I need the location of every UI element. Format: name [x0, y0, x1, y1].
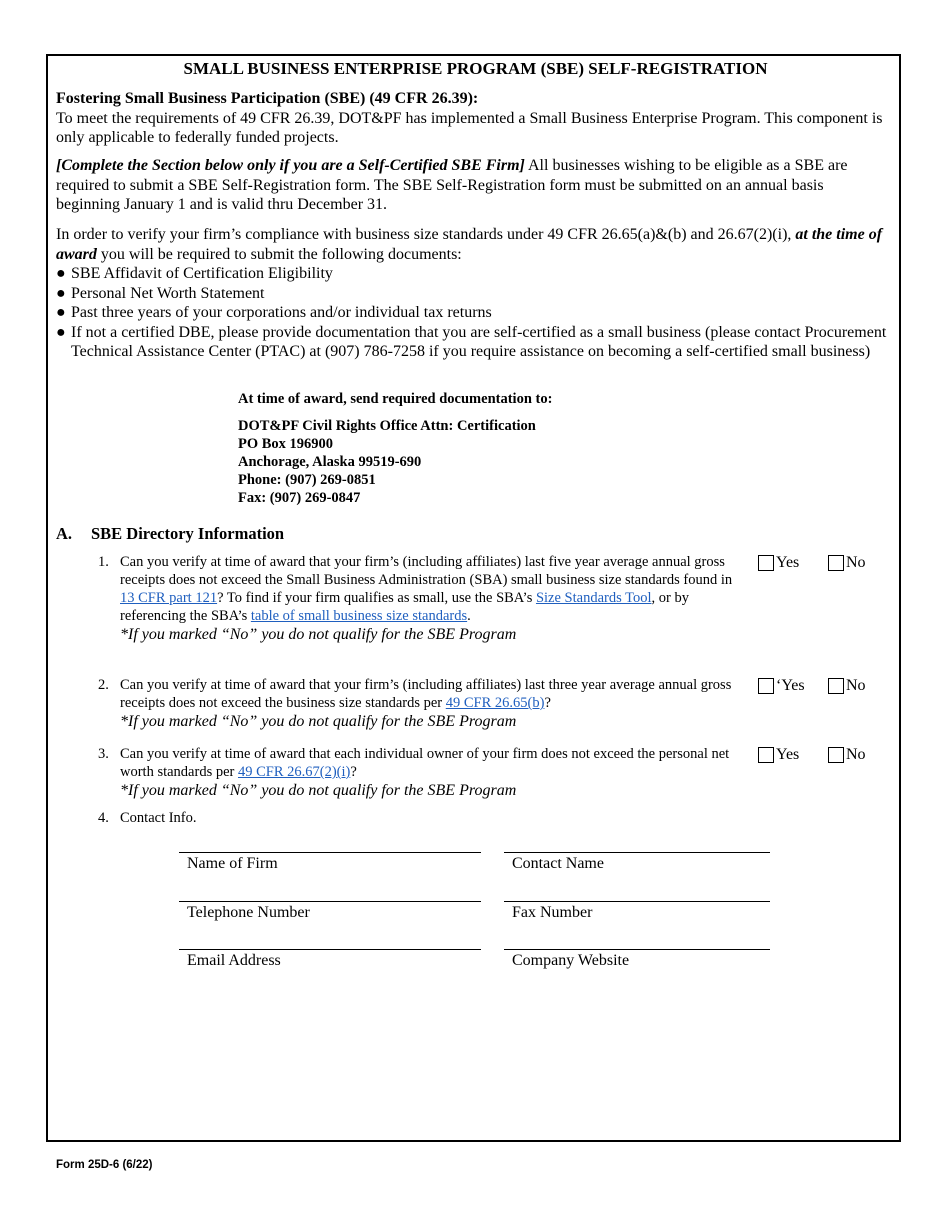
checkbox-icon — [758, 678, 774, 694]
link-size-standards-tool[interactable]: Size Standards Tool — [535, 590, 652, 606]
question-text: Can you verify at time of award that your firm’s (including affiliates) last five year average annual gross receipts does not exceed the Small Business Administration (SBA) small business size standards found in 13 CFR part 121? To find if your firm qualifies as small, use the SBA’s Size Standards Tool, or by referencing the SBA’s table of small business size standards. *If you marked “No” you do not qualify for the SBE Program — [120, 553, 745, 644]
section-heading — [56, 524, 284, 544]
checkbox-icon — [828, 678, 844, 694]
bullet-icon: ● — [56, 284, 66, 302]
question-number: 3. — [98, 746, 109, 762]
link-49-cfr-26-67[interactable]: 49 CFR 26.67(2)(i) — [237, 764, 351, 780]
list-item: ● Personal Net Worth Statement — [56, 284, 265, 302]
form-number: Form 25D-6 (6/22) — [56, 1159, 153, 1171]
bullet-icon: ● — [56, 265, 66, 282]
address-line: Phone: (907) 269-0851 — [238, 472, 376, 488]
verify-text-1: In order to verify your firm’s compliance with business size standards under 49 CFR 26.65(a)&(b) and 26.67(2)(i), — [56, 226, 796, 243]
bullet-icon: ● — [56, 323, 66, 341]
intro-text: To meet the requirements of 49 CFR 26.39, DOT&PF has implemented a Small Business Enterprise Program. This component is only applicable to federally funded projects. — [56, 109, 883, 146]
checkbox-icon — [758, 555, 774, 571]
send-heading: At time of award, send required documentation to: — [238, 391, 553, 407]
name-of-firm-field[interactable]: Name of Firm — [179, 852, 481, 873]
not-qualify-note: *If you marked “No” you do not qualify for the SBE Program — [120, 713, 517, 730]
q2-no-checkbox[interactable]: No — [828, 677, 866, 695]
q3-yes-checkbox[interactable]: Yes — [758, 746, 799, 764]
question-text: Can you verify at time of award that your firm’s (including affiliates) last three year average annual gross receipts does not exceed the business size standards per 49 CFR 26.65(b)? *If you marked “No” you do not qualify for the SBE Program — [120, 676, 745, 731]
not-qualify-note: *If you marked “No” you do not qualify for the SBE Program — [120, 626, 517, 643]
bullet-icon: ● — [56, 304, 66, 321]
telephone-number-field[interactable]: Telephone Number — [179, 901, 481, 922]
section-title: SBE Directory Information — [91, 524, 285, 543]
address-line: Fax: (907) 269-0847 — [238, 490, 361, 506]
q1-yes-checkbox[interactable]: Yes — [758, 554, 799, 572]
list-item: ● If not a certified DBE, please provide documentation that you are self-certified as a small business (please contact Procurement Technical Assistance Center (PTAC) at (907) 786-7258 if you require assistance on becoming a self-certified small business) — [56, 323, 887, 360]
company-website-field[interactable]: Company Website — [504, 949, 770, 970]
intro-heading: Fostering Small Business Participation (SBE) (49 CFR 26.39): — [56, 90, 479, 107]
form-frame — [46, 54, 901, 1142]
email-address-field[interactable]: Email Address — [179, 949, 481, 970]
link-49-cfr-26-65b[interactable]: 49 CFR 26.65(b) — [445, 695, 545, 711]
question-number: 1. — [98, 554, 109, 570]
q1-no-checkbox[interactable]: No — [828, 554, 866, 572]
documents-list — [56, 264, 891, 362]
question-number: 2. — [98, 677, 109, 693]
address-line: Anchorage, Alaska 99519-690 — [238, 454, 422, 470]
verify-text-2: you will be required to submit the following documents: — [96, 245, 462, 263]
link-13-cfr-121[interactable]: 13 CFR part 121 — [120, 590, 218, 606]
address-line: PO Box 196900 — [238, 436, 334, 452]
checkbox-icon — [828, 555, 844, 571]
question-text: Can you verify at time of award that each individual owner of your firm does not exceed the personal net worth standards per 49 CFR 26.67(2)(i)? *If you marked “No” you do not qualify for the SBE Program — [120, 745, 745, 800]
address-line: DOT&PF Civil Rights Office Attn: Certification — [238, 418, 536, 434]
form-title: SMALL BUSINESS ENTERPRISE PROGRAM (SBE) SELF-REGISTRATION — [183, 59, 768, 78]
complete-text: All businesses wishing to be eligible as a SBE are required to submit a SBE Self-Registration form. The SBE Self-Registration form must be submitted on an annual basis beginning January 1 and is valid thru December 31. — [56, 157, 848, 213]
complete-paragraph — [56, 156, 891, 215]
section-letter: A. — [56, 524, 73, 543]
fax-number-field[interactable]: Fax Number — [504, 901, 770, 922]
checkbox-icon — [828, 747, 844, 763]
link-size-standards-table[interactable]: table of small business size standards — [250, 608, 468, 624]
not-qualify-note: *If you marked “No” you do not qualify for the SBE Program — [120, 782, 517, 799]
question-number: 4. — [98, 810, 109, 826]
complete-heading: [Complete the Section below only if you are a Self-Certified SBE Firm] — [56, 157, 525, 174]
checkbox-icon — [758, 747, 774, 763]
intro-paragraph — [56, 89, 891, 148]
contact-name-field[interactable]: Contact Name — [504, 852, 770, 873]
list-item: ● Past three years of your corporations and/or individual tax returns — [56, 304, 492, 321]
mailing-address — [238, 417, 536, 507]
q2-yes-checkbox[interactable]: ‘Yes — [758, 677, 805, 695]
q3-no-checkbox[interactable]: No — [828, 746, 866, 764]
verify-emphasis: at the time of award — [56, 226, 883, 263]
verify-paragraph — [56, 225, 891, 362]
contact-info-label: Contact Info. — [120, 810, 197, 826]
list-item: ● SBE Affidavit of Certification Eligibility — [56, 265, 333, 282]
